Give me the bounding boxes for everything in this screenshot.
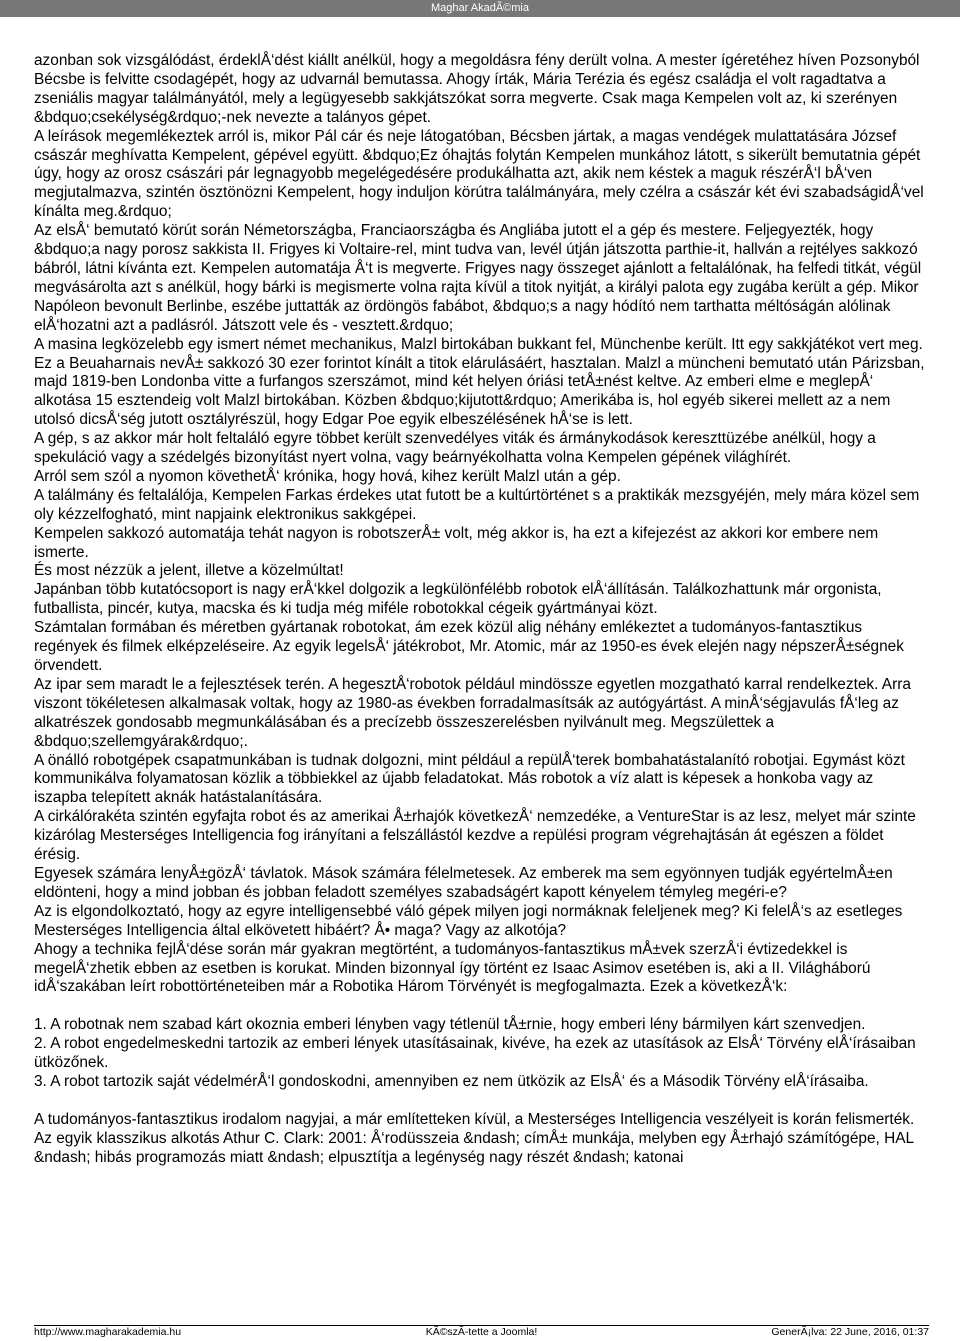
paragraph: A masina legközelebb egy ismert német mechanikus, Malzl birtokában bukkant fel, Münchenbe került. Itt egy sakkjátékot vert meg. Ez a Beuaharnais nevÅ± sakkozó 30 ezer forintot kínált a titok elárulásáért, hasztalan. Malzl a müncheni bemutató után Párizsban, majd 1819-ben Londonba vitte a furfangos szerszámot, mind két helyen óriási tetÅ±nést keltve. Az emberi elme e meglepÅ‘ alkotása 15 esztendeig volt Malzl birtokában. Közben &bdquo;kijutott&rdquo; Amerikába is, hol egyéb sikerei mellett az a nem utolsó dicsÅ‘ség jutott osztályrészül, hogy Edgar Poe egyik elbeszélésének hÅ‘se is lett. [34, 335, 925, 429]
paragraph-gap [34, 997, 929, 1016]
footer-generated: GenerÃ¡lva: 22 June, 2016, 01:37 [771, 1326, 929, 1338]
paragraph: Az elsÅ‘ bemutató körút során Németországba, Franciaországba és Angliába jutott el a gép és mestere. Feljegyezték, hogy &bdquo;a nagy porosz sakkista II. Frigyes ki Voltaire-rel, mint tudva van, levél útján játszotta parthie-it, hallván a rejtélyes sakkozó bábról, látni kívánta ezt. Kempelen automatája Å‘t is megverte. Frigyes nagy összeget ajánlott a feltalálónak, ha felfedi titkát, végül megvásárolta azt s anélkül, hogy bárki is megismerte volna rajta kívül a titok nyitját, a királyi palota egy zugába került a gép. Mikor Napóleon bevonult Berlinbe, eszébe juttatták az ördöngös fabábot, &bdquo;s a nagy hódító nem tarthatta méltóságán alólinak elÅ‘hozatni azt a padlásról. Játszott vele és - vesztett.&rdquo; [34, 222, 922, 334]
paragraph: A cirkálórakéta szintén egyfajta robot és az amerikai Å±rhajók következÅ‘ nemzedéke, a VentureStar is az lesz, melyet már szinte kizárólag Mesterséges Intelligencia fog irányítani a felszállástól kezdve a repülési program végrehajtásán át egészen a földet érésig. [34, 808, 916, 864]
paragraph: És most nézzük a jelent, illetve a közelmúltat! [34, 562, 344, 580]
paragraph: azonban sok vizsgálódást, érdeklÅ‘dést kiállt anélkül, hogy a megoldásra fény derült volna. A mester ígéretéhez híven Pozsonyból Bécsbe is felvitte csodagépét, hogy az udvarnál bemutassa. Ahogy írták, Mária Terézia és egész családja el volt ragadtatva a zseniális magyar találmányától, mely a legügyesebb sakkjátszókat sorra megverte. Csak maga Kempelen volt az, ki szerényen &bdquo;csekélység&rdquo;-nek nevezte a talányos gépet. [34, 52, 920, 126]
paragraph: Japánban több kutatócsoport is nagy erÅ‘kkel dolgozik a legkülönfélébb robotok elÅ‘állításán. Találkozhattunk már orgonista, futballista, pincér, kutya, macska és ki tudja még miféle robotokkal cégeik gyártmányai közt. [34, 581, 882, 618]
paragraph-gap [34, 1092, 929, 1111]
page-footer [34, 1324, 929, 1341]
paragraph: A gép, s az akkor már holt feltaláló egyre többet került szenvedélyes viták és ármánykodások kereszttüzébe anélkül, hogy a spekuláció vagy a szédelgés bizonyítást nyert volna, vagy beárnyékolhatta volna Kempelen gépének világhírét. [34, 430, 876, 467]
paragraph: A találmány és feltalálója, Kempelen Farkas érdekes utat futott be a kultúrtörténet s a praktikák mezsgyéjén, mely mára közel sem oly kézzelfogható, mint napjaink elektronikus sakkgépei. [34, 486, 920, 523]
law-item: 2. A robot engedelmeskedni tartozik az emberi lények utasításainak, kivéve, ha ezek az utasítások az ElsÅ‘ Törvény elÅ‘írásaiban ütközőnek. [34, 1035, 916, 1072]
law-item: 1. A robotnak nem szabad kárt okoznia emberi lényben vagy tétlenül tÅ±rnie, hogy emberi lény bármilyen kárt szenvedjen. [34, 1016, 866, 1034]
paragraph: Egyesek számára lenyÅ±gözÅ‘ távlatok. Mások számára félelmetesek. Az emberek ma sem egyönnyen tudják egyértelmÅ±en eldönteni, hogy a mind jobban és jobban feladott személyes szabadságért kapott kényelem témyleg megéri-e? [34, 864, 893, 901]
page-header [0, 0, 960, 17]
header-title: Maghar AkadÃ©mia [431, 2, 529, 14]
article-body [34, 52, 929, 1167]
footer-credit: KÃ©szÃ-tette a Joomla! [425, 1326, 538, 1338]
paragraph: A tudományos-fantasztikus irodalom nagyjai, a már említetteken kívül, a Mesterséges Intelligencia veszélyeit is korán felismerték. Az egyik klasszikus alkotás Athur C. Clark: 2001: Å‘rodüsszeia &ndash; címÅ± munkája, melyben egy Å±rhajó számítógépe, HAL &ndash; hibás programozás miatt &ndash; elpusztítja a legénység nagy részét &ndash; katonai [34, 1110, 915, 1166]
paragraph: A leírások megemlékeztek arról is, mikor Pál cár és neje látogatóban, Bécsben jártak, a magas vendégek mulattatására József császár meghívatta Kempelent, gépével együtt. &bdquo;Ez óhajtás folytán Kempelen munkához látott, s sikerült bemutatnia gépét úgy, hogy az orosz császári pár legnagyobb megelégedésére produkálhatta azt, akik nem késtek a maguk részérÅ‘l bÅ‘ven megjutalmazva, szintén ösztönözni Kempelent, hogy induljon körútra találmányára, mely czélra a császár két évi szabadságidÅ‘vel kínálta meg.&rdquo; [34, 127, 924, 221]
paragraph: Arról sem szól a nyomon követhetÅ‘ krónika, hogy hová, kihez került Malzl után a gép. [34, 467, 621, 485]
paragraph: Számtalan formában és méretben gyártanak robotokat, ám ezek közül alig néhány emlékeztet a tudományos-fantasztikus regények és filmek elképzeléseire. Az egyik legelsÅ‘ játékrobot, Mr. Atomic, már az 1950-es évek elején nagy népszerÅ±ségnek örvendett. [34, 619, 904, 674]
paragraph: Ahogy a technika fejlÅ‘dése során már gyakran megtörtént, a tudományos-fantasztikus mÅ±vek szerzÅ‘i évtizedekkel is megelÅ‘zhetik ebben az esetben is korukat. Minden bizonnyal így történt ez Isaac Asimov esetében is, aki a II. Világháború idÅ‘szakában leírt robottörténeteiben már a Robotika Három Törvényét is megfogalmazta. Ezek a következÅ‘k: [34, 940, 871, 996]
footer-url-link[interactable]: http://www.magharakademia.hu [34, 1326, 182, 1338]
paragraph: A önálló robotgépek csapatmunkában is tudnak dolgozni, mint például a repülÅ‘terek bombahatástalanító robotjai. Egymást közt kommunikálva folyamatosan közlik a többiekkel az újabb feladatokat. Más robotok a víz alatt is képesek a honkoba vagy az iszapba telepített aknák hatástalanítására. [34, 751, 905, 807]
paragraph: Az is elgondolkoztató, hogy az egyre intelligensebbé váló gépek milyen jogi normáknak feleljenek meg? Ki felelÅ‘s az esetleges Mesterséges Intelligencia által elkövetett hibáért? Å• maga? Vagy az alkotója? [34, 902, 903, 939]
paragraph: Kempelen sakkozó automatája tehát nagyon is robotszerÅ± volt, még akkor is, ha ezt a kifejezést az akkori kor embere nem ismerte. [34, 524, 879, 561]
law-item: 3. A robot tartozik saját védelmérÅ‘l gondoskodni, amennyiben ez nem ütközik az ElsÅ‘ és a Második Törvény elÅ‘írásaiba. [34, 1072, 869, 1090]
paragraph: Az ipar sem maradt le a fejlesztések terén. A hegesztÅ‘robotok például mindössze egyetlen mozgatható karral rendelkeztek. Arra viszont tökéletesen alkalmasak voltak, hogy az 1980-as években forradalmasítsák az autógyártást. A minÅ‘ségjavulás fÅ‘leg az alkatrészek gondosabb megmunkálásában és a precízebb összeszerelésben nyilvánult meg. Megszülettek a &bdquo;szellemgyárak&rdquo;. [34, 675, 911, 750]
